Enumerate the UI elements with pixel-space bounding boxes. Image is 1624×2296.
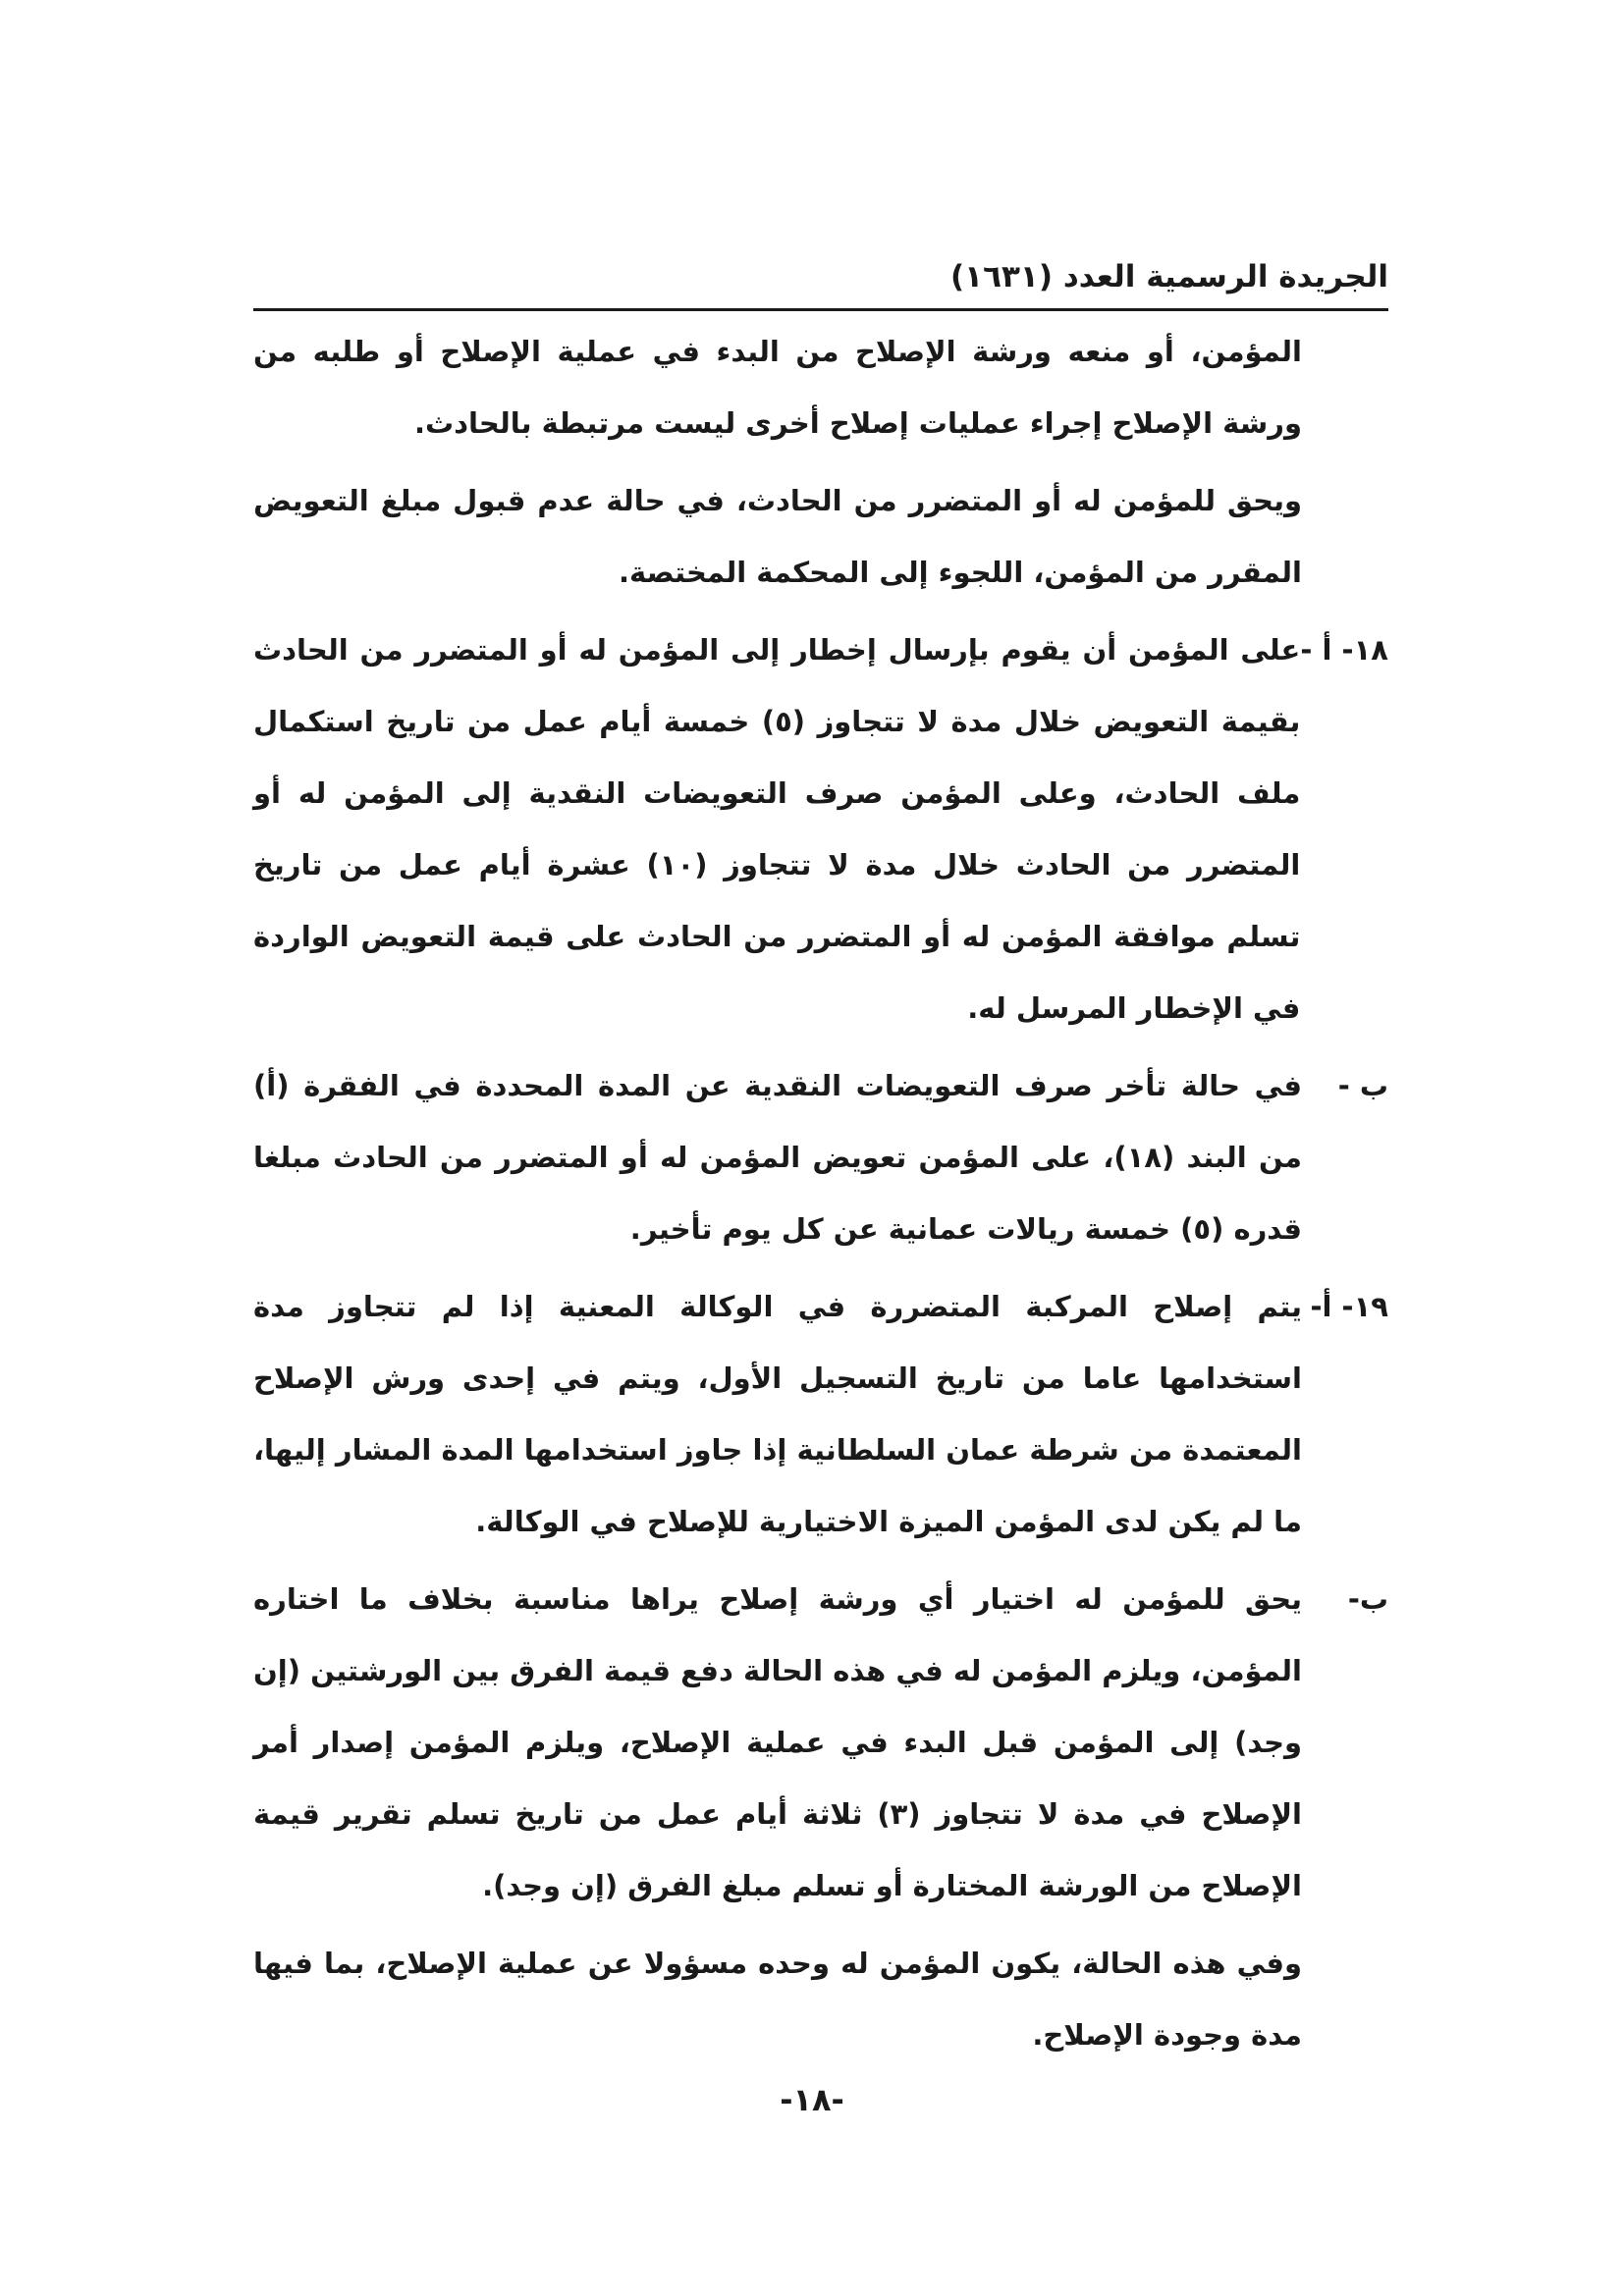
page-header [253, 257, 1388, 311]
article-18-a-text: على المؤمن أن يقوم بإرسال إخطار إلى المؤمن له أو المتضرر من الحادث بقيمة التعويض خلال مدة لا تتجاوز (٥) خمسة أيام عمل من تاريخ استكمال ملف الحادث، وعلى المؤمن صرف التعويضات النقدية إلى المؤمن له أو المتضرر من الحادث خلال مدة لا تتجاوز (١٠) عشرة أيام عمل من تاريخ تسلم موافقة المؤمن له أو المتضرر من الحادث على قيمة التعويض الواردة في الإخطار المرسل له. [253, 633, 1301, 1025]
article-19-b [253, 1564, 1388, 1922]
article-18-b-marker: ب - [1337, 1069, 1388, 1102]
article-18-a-marker: ١٨- أ - [1300, 633, 1388, 667]
closing-paragraph: وفي هذه الحالة، يكون المؤمن له وحده مسؤولا عن عملية الإصلاح، بما فيها مدة وجودة الإصلاح. [253, 1947, 1302, 2052]
article-19-a [253, 1271, 1388, 1558]
article-19-b-text: يحق للمؤمن له اختيار أي ورشة إصلاح يراها مناسبة بخلاف ما اختاره المؤمن، ويلزم المؤمن له في هذه الحالة دفع قيمة الفرق بين الورشتين (إن وجد) إلى المؤمن قبل البدء في عملية الإصلاح، ويلزم المؤمن إصدار أمر الإصلاح في مدة لا تتجاوز (٣) ثلاثة أيام عمل من تاريخ تسلم تقرير قيمة الإصلاح من الورشة المختارة أو تسلم مبلغ الفرق (إن وجد). [253, 1582, 1302, 1902]
gazette-header-title: الجريدة الرسمية العدد (١٦٣١) [950, 259, 1388, 294]
article-19-a-text: يتم إصلاح المركبة المتضررة في الوكالة المعنية إذا لم تتجاوز مدة استخدامها عاما من تاريخ التسجيل الأول، ويتم في إحدى ورش الإصلاح المعتمدة من شرطة عمان السلطانية إذا جاوز استخدامها المدة المشار إليها، ما لم يكن لدى المؤمن الميزة الاختيارية للإصلاح في الوكالة. [253, 1290, 1302, 1538]
continuation-paragraph: المؤمن، أو منعه ورشة الإصلاح من البدء في عملية الإصلاح أو طلبه من ورشة الإصلاح إجراء عمليات إصلاح أخرى ليست مرتبطة بالحادث. [253, 335, 1302, 440]
article-18-b-text: في حالة تأخر صرف التعويضات النقدية عن المدة المحددة في الفقرة (أ) من البند (١٨)، على المؤمن تعويض المؤمن له أو المتضرر من الحادث مبلغا قدره (٥) خمسة ريالات عمانية عن كل يوم تأخير. [253, 1069, 1302, 1246]
document-body [253, 316, 1388, 2077]
article-18-b [253, 1050, 1388, 1265]
article-18-a [253, 614, 1388, 1044]
right-to-court-paragraph: ويحق للمؤمن له أو المتضرر من الحادث، في حالة عدم قبول مبلغ التعويض المقرر من المؤمن، اللجوء إلى المحكمة المختصة. [253, 484, 1302, 589]
page-number: -١٨- [780, 2081, 844, 2118]
article-19-a-marker: ١٩- أ- [1310, 1290, 1388, 1323]
article-19-b-marker: ب- [1347, 1582, 1388, 1616]
